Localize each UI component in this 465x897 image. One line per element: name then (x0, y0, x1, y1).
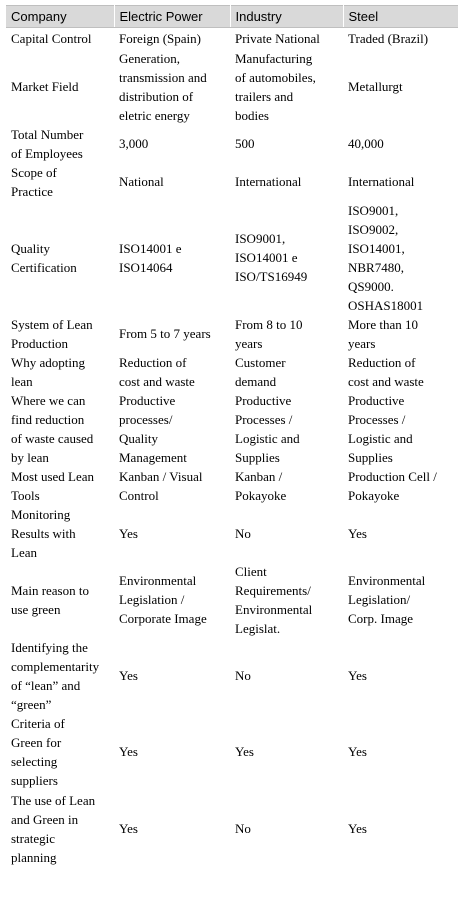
cell-criterion: Market Field (11, 79, 79, 94)
table-row (6, 391, 458, 467)
cell-industry: Manufacturing of automobiles, trailers and bodies (235, 50, 316, 123)
cell-steel: Production Cell / Pokayoke (348, 468, 437, 503)
cell-electric-power: Generation, transmission and distribution of eletric energy (119, 50, 207, 123)
table-row (6, 163, 458, 201)
cell-electric-power: Kanban / Visual Control (119, 468, 203, 503)
cell-criterion: Most used Lean Tools (11, 468, 95, 503)
cell-steel: More than 10 years (348, 316, 419, 351)
cell-steel: Yes (348, 744, 367, 759)
table-row (6, 638, 458, 714)
cell-steel: ISO9001, ISO9002, ISO14001, NBR7480, QS9000. OSHAS18001 (348, 202, 424, 313)
cell-industry: Customer demand (235, 354, 286, 389)
cell-steel: International (348, 174, 415, 189)
table-row (6, 467, 458, 505)
cell-electric-power: Environmental Legislation / Corporate Image (119, 573, 207, 626)
cell-steel: Yes (348, 525, 367, 541)
cell-steel: Reduction of cost and waste (348, 354, 424, 389)
cell-industry: No (235, 821, 251, 836)
cell-criterion: System of Lean Production (11, 316, 93, 351)
cell-industry: International (235, 174, 302, 189)
table-row (6, 353, 458, 391)
cell-criterion: Quality Certification (11, 240, 77, 275)
cell-electric-power: Yes (119, 525, 138, 541)
table-row (6, 49, 458, 125)
table-row (6, 125, 458, 163)
cell-electric-power: National (119, 174, 164, 189)
cell-industry: Yes (235, 744, 254, 759)
cell-criterion: Monitoring Results with Lean (11, 506, 76, 560)
table-row (6, 714, 458, 790)
header-electric-power: Electric Power (114, 6, 230, 28)
cell-criterion: Identifying the complementarity of “lean” and “green” (11, 639, 100, 712)
table-row (6, 201, 458, 315)
cell-electric-power: Yes (119, 821, 138, 836)
header-company: Company (6, 6, 114, 28)
cell-industry: No (235, 525, 251, 541)
cell-criterion: The use of Lean and Green in strategic planning (11, 792, 96, 865)
cell-industry: Private National (235, 30, 320, 46)
cell-steel: Yes (348, 668, 367, 683)
cell-criterion: Why adopting lean (11, 354, 86, 389)
table-row (6, 562, 458, 638)
cell-criterion: Scope of Practice (11, 164, 57, 199)
cell-steel: 40,000 (348, 136, 384, 151)
cell-steel: Metallurgt (348, 79, 403, 94)
cell-criterion: Where we can find reduction of waste caused by lean (11, 392, 94, 465)
cell-electric-power: Productive processes/ Quality Management (119, 392, 187, 465)
cell-criterion: Capital Control (11, 30, 92, 46)
table-row (6, 790, 458, 868)
cell-electric-power: Yes (119, 744, 138, 759)
cell-criterion: Criteria of Green for selecting suppliers (11, 715, 65, 788)
cell-steel: Yes (348, 821, 367, 836)
cell-electric-power: ISO14001 e ISO14064 (119, 240, 182, 275)
cell-electric-power: 3,000 (119, 136, 149, 151)
cell-steel: Productive Processes / Logistic and Supplies (348, 392, 413, 465)
cell-industry: Kanban / Pokayoke (235, 468, 287, 503)
cell-industry: No (235, 668, 251, 683)
header-steel: Steel (343, 6, 458, 28)
cell-electric-power: Foreign (Spain) (119, 30, 201, 46)
cell-industry: Productive Processes / Logistic and Supplies (235, 392, 300, 465)
cell-industry: From 8 to 10 years (235, 316, 303, 351)
cell-electric-power: Reduction of cost and waste (119, 354, 195, 389)
header-industry: Industry (230, 6, 343, 28)
cell-industry: Client Requirements/ Environmental Legislat. (235, 563, 313, 636)
table-row (6, 505, 458, 562)
cell-steel: Traded (Brazil) (348, 30, 429, 46)
cell-criterion: Main reason to use green (11, 582, 89, 617)
cell-industry: ISO9001, ISO14001 e ISO/TS16949 (235, 231, 308, 284)
table-row (6, 315, 458, 353)
header-row (6, 6, 458, 28)
cell-electric-power: From 5 to 7 years (119, 326, 211, 341)
comparison-table (6, 5, 458, 868)
cell-criterion: Total Number of Employees (11, 126, 84, 161)
cell-industry: 500 (235, 136, 255, 151)
table-body (6, 28, 458, 868)
table-row (6, 28, 458, 49)
cell-steel: Environmental Legislation/ Corp. Image (348, 573, 426, 626)
cell-electric-power: Yes (119, 668, 138, 683)
